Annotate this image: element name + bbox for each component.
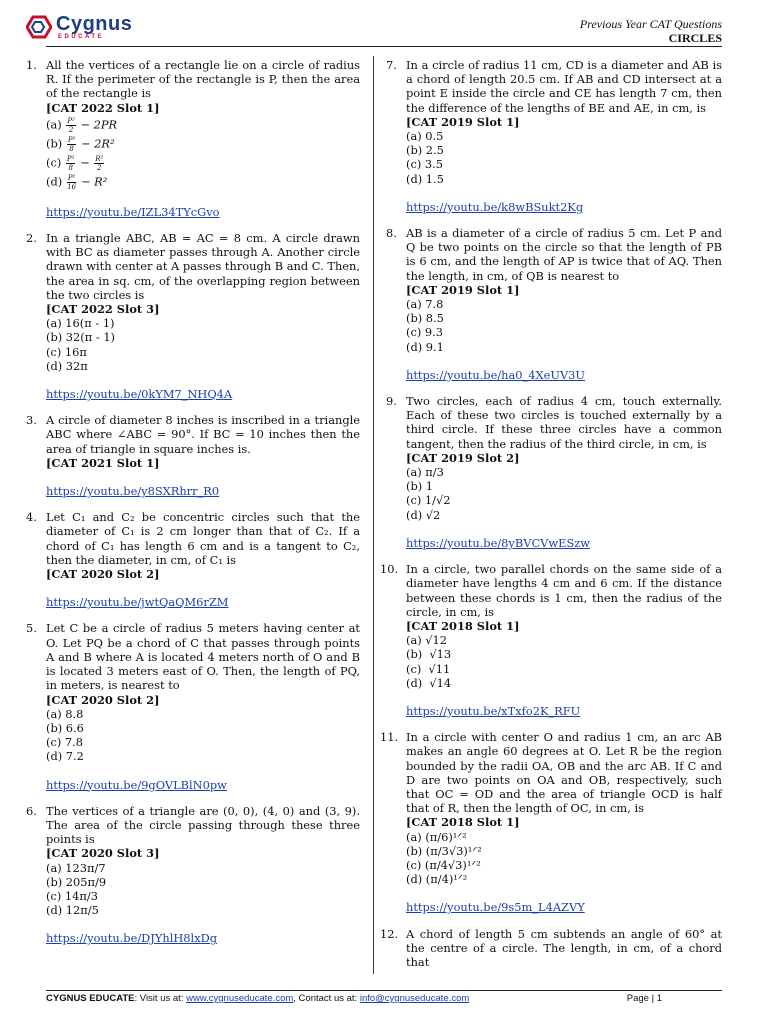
- option-b: (b) 32(π - 1): [46, 330, 116, 345]
- question-number: 4.: [26, 510, 37, 525]
- left-column: [26, 58, 360, 958]
- header-title-line2: CIRCLES: [668, 31, 722, 45]
- question-number: 1.: [26, 58, 37, 72]
- video-link[interactable]: https://youtu.be/k8wBSukt2Kg: [406, 199, 584, 214]
- question-number: 9.: [386, 394, 397, 409]
- video-link[interactable]: https://youtu.be/8yBVCVwESzw: [406, 535, 591, 550]
- question-number: 7.: [386, 58, 397, 72]
- option-d: (d) 12π/5: [46, 903, 99, 918]
- question-12: [380, 926, 722, 970]
- option-b: (b) 6.6: [46, 720, 84, 735]
- option-d: (d) $\frac{\text{P²}}{16}$ − R²: [46, 173, 108, 191]
- option-c: (c) (π/4√3)¹ᐟ²: [406, 857, 481, 872]
- question-9: [386, 394, 722, 550]
- question-text: In a triangle ABC, AB = AC = 8 cm. A circle drawn with BC as diameter passes through A. Another circle drawn with center at A passes through B and C. Then, the area in sq. cm, of the overlapping region between the two circles is: [46, 231, 360, 302]
- question-3: [26, 413, 360, 498]
- question-number: 12.: [380, 926, 399, 941]
- exam-tag: [CAT 2018 Slot 1]: [406, 618, 520, 633]
- option-b: (b) 1: [406, 479, 434, 494]
- question-number: 8.: [386, 226, 397, 241]
- question-text: Let C₁ and C₂ be concentric circles such that the diameter of C₁ is 2 cm longer than that of C₂. If a chord of C₁ has length 6 cm and is a tangent to C₂, then the diameter, in cm, of C₁ is: [46, 510, 360, 567]
- option-c: (c) 9.3: [406, 325, 444, 340]
- right-column: [380, 58, 722, 981]
- question-text: Let C be a circle of radius 5 meters having center at O. Let PQ be a chord of C that passes through points A and B where A is located 4 meters north of O and B is located 3 meters east of O. Then, the length of PQ, in meters, is nearest to: [46, 621, 360, 693]
- page-footer: [46, 993, 722, 1004]
- question-text: In a circle, two parallel chords on the same side of a diameter have lengths 4 cm and 6 cm. If the distance between these chords is 1 cm, then the radius of the circle, in cm, is: [406, 562, 722, 619]
- option-d: (d) (π/4)¹ᐟ²: [406, 872, 468, 887]
- question-text: A chord of length 5 cm subtends an angle of 60° at the centre of a circle. The length, in cm, of a chord that: [406, 926, 722, 969]
- question-10: [380, 562, 722, 718]
- question-8: [386, 226, 722, 382]
- option-d: (d) √14: [406, 675, 452, 690]
- option-c: (c) 7.8: [46, 735, 84, 750]
- video-link[interactable]: https://youtu.be/ha0_4XeUV3U: [406, 367, 586, 382]
- option-b: (b) $\frac{\text{P²}}{8}$ − 2R²: [46, 135, 115, 153]
- question-1: [26, 58, 360, 219]
- exam-tag: [CAT 2020 Slot 2]: [46, 567, 160, 582]
- option-c: (c) 1/√2: [406, 493, 451, 508]
- footer-brand: CYGNUS EDUCATE: [46, 993, 135, 1004]
- video-link[interactable]: https://youtu.be/9gOVLBlN0pw: [46, 777, 227, 792]
- question-2: [26, 231, 360, 401]
- page-number: Page | 1: [626, 993, 662, 1004]
- option-a: (a) 0.5: [406, 129, 444, 144]
- header-rule: [46, 46, 722, 47]
- exam-tag: [CAT 2019 Slot 2]: [406, 450, 520, 465]
- footer-contact-label: , Contact us at:: [293, 993, 360, 1004]
- video-link[interactable]: https://youtu.be/xTxfo2K_RFU: [406, 703, 581, 718]
- column-divider: [373, 56, 374, 974]
- question-number: 5.: [26, 621, 37, 636]
- cygnus-logo: [26, 14, 132, 40]
- exam-tag: [CAT 2022 Slot 3]: [46, 302, 160, 317]
- question-text: Two circles, each of radius 4 cm, touch externally. Each of these two circles is touched externally by a third circle. If these three circles have a common tangent, then the radius of the third circle, in cm, is: [406, 394, 722, 451]
- option-b: (b) 8.5: [406, 311, 444, 326]
- option-d: (d) 9.1: [406, 339, 444, 354]
- logo-name: Cygnus: [56, 13, 133, 35]
- question-4: [26, 510, 360, 609]
- exam-tag: [CAT 2019 Slot 1]: [406, 282, 520, 297]
- option-c: (c) 14π/3: [46, 888, 98, 903]
- option-c: (c) 16π: [46, 344, 87, 359]
- exam-tag: [CAT 2021 Slot 1]: [46, 455, 160, 470]
- exam-tag: [CAT 2020 Slot 3]: [46, 846, 160, 861]
- option-d: (d) 7.2: [46, 749, 84, 764]
- video-link[interactable]: https://youtu.be/jwtQaQM6rZM: [46, 595, 229, 610]
- video-link[interactable]: https://youtu.be/DJYhlH8lxDg: [46, 931, 218, 946]
- video-link[interactable]: https://youtu.be/9s5m_L4AZVY: [406, 900, 585, 915]
- question-number: 2.: [26, 231, 37, 246]
- option-c: (c) $\frac{\text{P²}}{8}$ − $\frac{\text{R²}}{2}$: [46, 154, 104, 172]
- option-a: (a) 7.8: [406, 297, 444, 312]
- footer-visit-label: : Visit us at:: [134, 993, 187, 1004]
- option-d: (d) 1.5: [406, 171, 444, 186]
- question-6: [26, 804, 360, 946]
- question-text: In a circle with center O and radius 1 cm, an arc AB makes an angle 60 degrees at O. Let R be the region bounded by the radii OA, OB and the arc AB. If C and D are two points on OA and OB, respectively, such that OC = OD and the area of triangle OCD is half that of R, then the length of OC, in cm, is: [406, 730, 722, 816]
- question-text: AB is a diameter of a circle of radius 5 cm. Let P and Q be two points on the circle so that the length of PB is 6 cm, and the length of AP is twice that of AQ. Then the length, in cm, of QB is nearest to: [406, 226, 722, 283]
- option-a: (a) (π/6)¹ᐟ²: [406, 829, 467, 844]
- header-title-line1: Previous Year CAT Questions: [579, 17, 722, 31]
- question-number: 6.: [26, 803, 37, 818]
- option-c: (c) 3.5: [406, 157, 444, 172]
- question-7: [386, 58, 722, 214]
- page-header: [0, 0, 768, 48]
- option-d: (d) √2: [406, 507, 441, 522]
- option-b: (b) √13: [406, 647, 452, 662]
- exam-tag: [CAT 2020 Slot 2]: [46, 692, 160, 707]
- header-title: [580, 17, 722, 45]
- logo-subtitle: EDUCATE: [58, 34, 105, 40]
- option-b: (b) (π/3√3)¹ᐟ²: [406, 843, 482, 858]
- question-text: A circle of diameter 8 inches is inscribed in a triangle ABC where ∠ABC = 90°. If BC = 10 inches then the area of triangle in square inches is.: [46, 413, 360, 456]
- question-number: 3.: [26, 413, 37, 428]
- question-text: The vertices of a triangle are (0, 0), (4, 0) and (3, 9). The area of the circle passing through these three points is: [46, 803, 360, 847]
- video-link[interactable]: https://youtu.be/0kYM7_NHQ4A: [46, 387, 233, 402]
- question-number: 11.: [380, 730, 399, 745]
- email-link[interactable]: info@cygnuseducate.com: [359, 993, 470, 1004]
- exam-tag: [CAT 2018 Slot 1]: [406, 815, 520, 830]
- option-a: (a) 8.8: [46, 706, 84, 721]
- video-link[interactable]: https://youtu.be/y8SXRhrr_R0: [46, 484, 220, 499]
- option-a: (a) 123π/7: [46, 860, 106, 875]
- option-a: (a) $\frac{\text{P²}}{2}$ − 2PR: [46, 116, 118, 134]
- option-a: (a) √12: [406, 633, 448, 648]
- video-link[interactable]: https://youtu.be/IZL34TYcGvo: [46, 204, 220, 219]
- exam-tag: [CAT 2019 Slot 1]: [406, 114, 520, 129]
- option-b: (b) 2.5: [406, 143, 444, 158]
- question-number: 10.: [380, 562, 399, 577]
- website-link[interactable]: www.cygnuseducate.com: [186, 993, 294, 1004]
- option-a: (a) π/3: [406, 465, 444, 480]
- footer-contact: [46, 993, 469, 1004]
- option-a: (a) 16(π - 1): [46, 316, 115, 331]
- question-11: [380, 730, 722, 915]
- exam-tag: [CAT 2022 Slot 1]: [46, 100, 160, 115]
- question-text: All the vertices of a rectangle lie on a circle of radius R. If the perimeter of the rectangle is P, then the area of the rectangle is: [46, 58, 360, 101]
- option-b: (b) 205π/9: [46, 874, 107, 889]
- option-d: (d) 32π: [46, 358, 88, 373]
- question-5: [26, 621, 360, 791]
- footer-rule: [46, 990, 722, 991]
- question-text: In a circle of radius 11 cm, CD is a diameter and AB is a chord of length 20.5 cm. If AB and CD intersect at a point E inside the circle and CE has length 7 cm, then the difference of the lengths of BE and AE, in cm, is: [406, 58, 722, 115]
- option-c: (c) √11: [406, 661, 451, 676]
- cygnus-hexagon-icon: [26, 15, 52, 39]
